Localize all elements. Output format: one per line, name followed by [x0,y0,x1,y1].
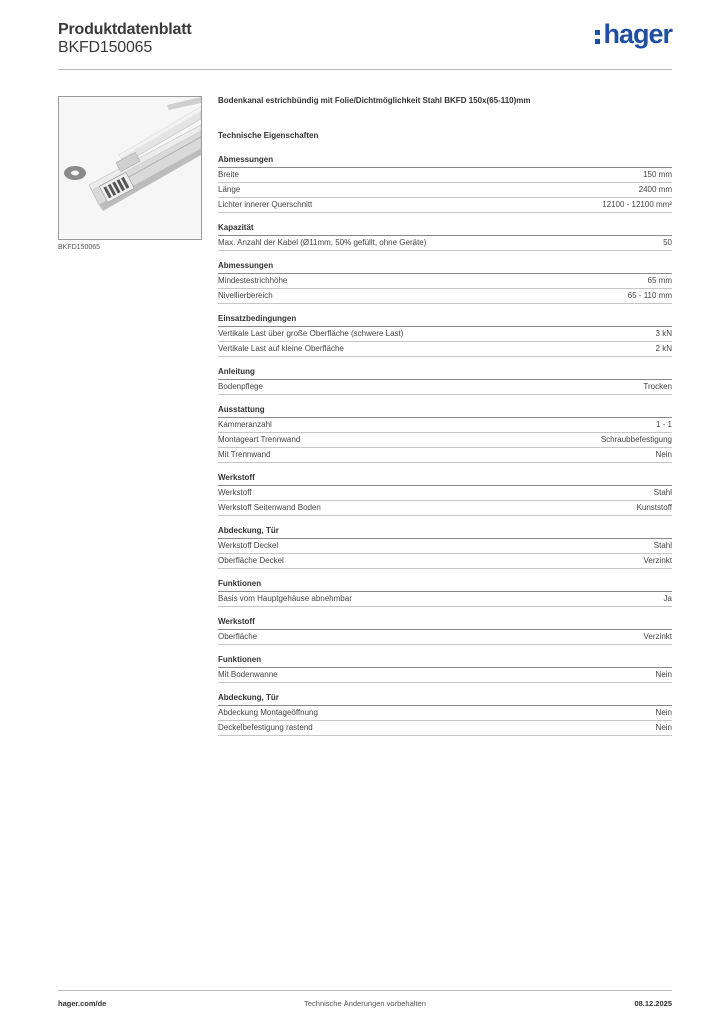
spec-value: 3 kN [655,329,672,338]
technical-properties-heading: Technische Eigenschaften [218,131,319,140]
image-caption: BKFD150065 [58,244,101,251]
spec-section [218,472,672,516]
spec-value: Schraubbefestigung [600,435,672,444]
spec-section [218,222,672,251]
spec-row [218,168,672,183]
spec-label: Deckelbefestigung rastend [218,723,313,732]
spec-section [218,313,672,357]
spec-row [218,721,672,736]
spec-label: Abdeckung Montageöffnung [218,708,318,717]
hager-logo [595,19,672,50]
spec-section-title: Abmessungen [218,154,672,168]
spec-value: 50 [663,238,672,247]
product-number: BKFD150065 [58,39,153,56]
spec-section-title: Ausstattung [218,404,672,418]
spec-section-title: Anleitung [218,366,672,380]
spec-section-title: Einsatzbedingungen [218,313,672,327]
spec-section [218,692,672,736]
spec-row [218,274,672,289]
spec-section-title: Funktionen [218,654,672,668]
spec-section-title: Kapazität [218,222,672,236]
spec-row [218,630,672,645]
spec-row [218,433,672,448]
spec-value: Nein [655,450,672,459]
spec-value: Nein [655,723,672,732]
spec-section-title: Werkstoff [218,472,672,486]
spec-label: Kammeranzahl [218,420,272,429]
spec-row [218,289,672,304]
spec-label: Mit Bodenwanne [218,670,278,679]
spec-section-title: Abdeckung, Tür [218,525,672,539]
spec-value: 150 mm [643,170,672,179]
product-image [58,96,202,240]
spec-label: Bodenpflege [218,382,263,391]
spec-label: Max. Anzahl der Kabel (Ø11mm, 50% gefüllt, ohne Geräte) [218,238,427,247]
spec-value: 12100 - 12100 mm² [602,200,672,209]
spec-value: Nein [655,708,672,717]
spec-label: Vertikale Last auf kleine Oberfläche [218,344,344,353]
spec-section-title: Abmessungen [218,260,672,274]
spec-label: Vertikale Last über große Oberfläche (schwere Last) [218,329,404,338]
spec-label: Montageart Trennwand [218,435,301,444]
spec-label: Breite [218,170,239,179]
footer-date: 08.12.2025 [634,999,672,1008]
spec-value: Stahl [653,488,672,497]
spec-label: Länge [218,185,241,194]
logo-text: hager [603,19,672,49]
spec-value: Verzinkt [643,632,672,641]
spec-label: Lichter innerer Querschnitt [218,200,313,209]
spec-row [218,668,672,683]
spec-section [218,404,672,463]
spec-value: Nein [655,670,672,679]
spec-sections [218,154,672,736]
spec-section-title: Funktionen [218,578,672,592]
spec-row [218,592,672,607]
spec-value: 1 - 1 [655,420,672,429]
logo-dots-icon [595,30,600,44]
spec-value: Kunststoff [636,503,672,512]
floor-duct-illustration [59,97,201,239]
spec-value: Ja [663,594,672,603]
spec-value: Stahl [653,541,672,550]
document-title: Produktdatenblatt [58,21,192,38]
spec-section [218,366,672,395]
spec-label: Oberfläche [218,632,258,641]
spec-value: 65 mm [647,276,672,285]
footer-website: hager.com/de [58,999,107,1008]
spec-section [218,654,672,683]
spec-section [218,525,672,569]
spec-row [218,501,672,516]
specification-panel [218,96,672,745]
spec-row [218,183,672,198]
spec-label: Mindestestrichhöhe [218,276,288,285]
spec-section [218,154,672,213]
spec-row [218,327,672,342]
spec-section [218,260,672,304]
product-description: Bodenkanal estrichbündig mit Folie/Dichtmöglichkeit Stahl BKFD 150x(65-110)mm [218,96,531,105]
spec-row [218,198,672,213]
spec-label: Werkstoff [218,488,252,497]
spec-label: Mit Trennwand [218,450,271,459]
spec-row [218,486,672,501]
spec-label: Nivellierbereich [218,291,273,300]
spec-section [218,578,672,607]
spec-section-title: Werkstoff [218,616,672,630]
page-header [58,21,672,70]
spec-section [218,616,672,645]
footer-disclaimer: Technische Änderungen vorbehalten [304,999,426,1008]
spec-label: Werkstoff Deckel [218,541,279,550]
spec-label: Werkstoff Seitenwand Boden [218,503,321,512]
spec-row [218,554,672,569]
spec-section-title: Abdeckung, Tür [218,692,672,706]
spec-value: Trocken [643,382,672,391]
spec-value: 2400 mm [638,185,672,194]
spec-row [218,342,672,357]
spec-value: Verzinkt [643,556,672,565]
spec-value: 65 - 110 mm [627,291,672,300]
spec-row [218,418,672,433]
spec-label: Basis vom Hauptgehäuse abnehmbar [218,594,352,603]
spec-label: Oberfläche Deckel [218,556,284,565]
spec-row [218,539,672,554]
spec-value: 2 kN [655,344,672,353]
page-footer [58,990,672,1015]
spec-row [218,236,672,251]
spec-row [218,380,672,395]
spec-row [218,706,672,721]
spec-row [218,448,672,463]
